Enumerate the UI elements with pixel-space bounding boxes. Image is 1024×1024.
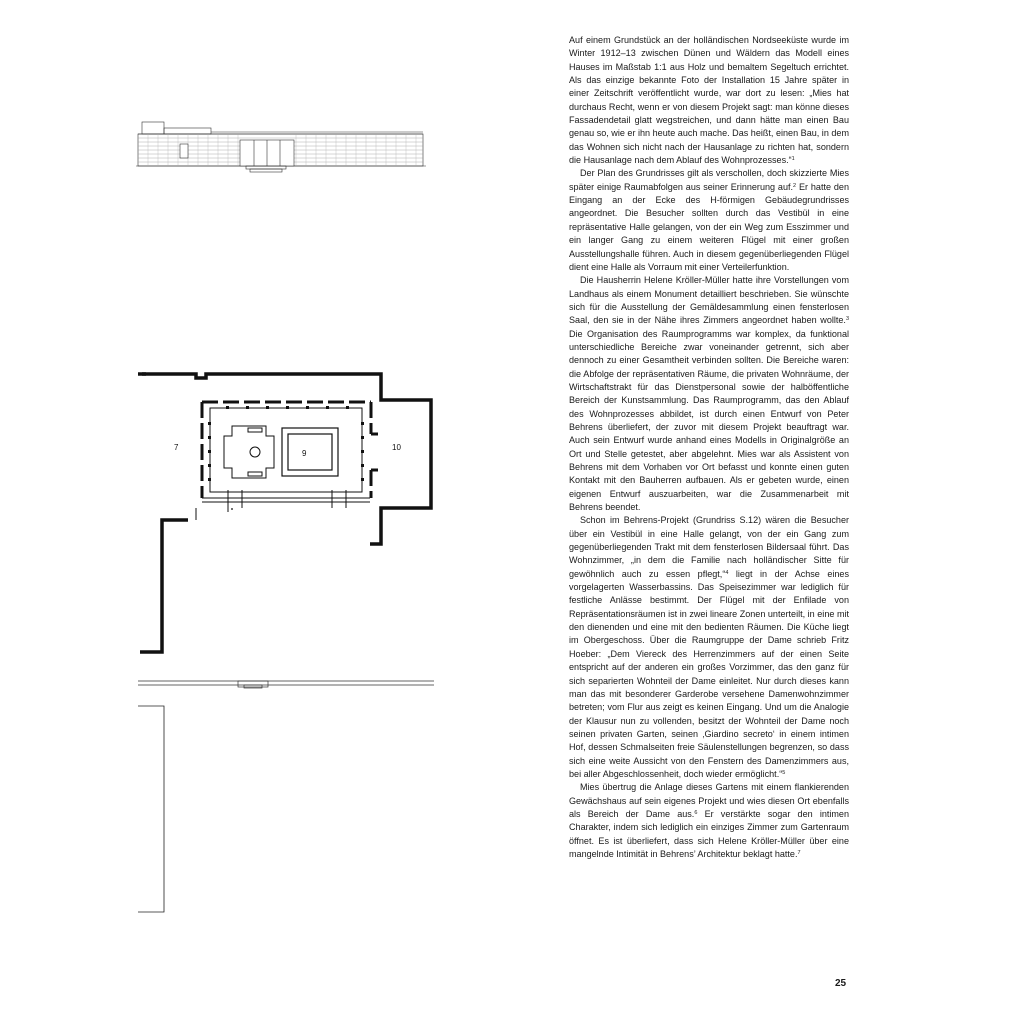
footnote-ref-3: 3 bbox=[845, 316, 849, 323]
paragraph-2 bbox=[569, 167, 849, 274]
paragraph-4-text: Schon im Behrens-Projekt (Grundriss S.12) wären die Besucher über ein Vestibül in eine Halle gelangt, von der ein Gang zum gegenüberliegenden Trakt mit dem fensterlosen Bildersaal führt. Das Wohnzimmer, „in dem die Familie nach holländischer Sitte für gewöhnlich auch zu essen pflegt,“ bbox=[569, 515, 849, 579]
footnote-ref-6: 6 bbox=[694, 809, 698, 816]
paragraph-4-text-after: liegt in der Achse eines vorgelagerten Wasserbassins. Das Speisezimmer war lediglich für festliche Anlässe bestimmt. Der Flügel mit der Enfilade von Repräsentationsräumen ist in zwei lineare Zonen unterteilt, in eine mit den dienenden und eine mit den bedienten Räumen. Die Küche liegt im Obergeschoss. Über die Raumgruppe der Dame schrieb Fritz Hoeber: „Dem Viereck des Herrenzimmers auf der einen Seite entspricht auf der anderen ein großes Vorzimmer, das den ganz für sich separierten Wohnteil der Dame einleitet. Nur durch dieses kann man das mit besonderer Garderobe versehene Damenwohnzimmer betreten; vom Flur aus zeigt es keinen Eingang. Und um die Analogie der Klausur nun zu vollenden, besitzt der Wohnteil der Dame noch seinen privaten Garten, seinen ‚Giardino secreto‘ in einem intimen Hof, dessen Schmalseiten freie Säulenstellungen begrenzen, so dass sich eine weite Aussicht von den Fenstern des Damenzimmers aus, bei aller Abgeschlossenheit, doch wieder ermöglicht.“ bbox=[569, 568, 849, 779]
plan-label-room-7: 7 bbox=[174, 443, 179, 452]
paragraph-5-text: Mies übertrug die Anlage dieses Gartens mit einem flankierenden Gewächshaus auf sein eigenes Projekt und wies diesen Ort ebenfalls als Bereich der Dame aus. bbox=[569, 782, 849, 819]
paragraph-2-text-after: Er hatte den Eingang an der Ecke des H-förmigen Gebäudegrundrisses angeordnet. Die Besucher sollten durch das Vestibül in eine repräsentative Halle gelangen, von der ein Weg zum Esszimmer und ein langer Gang zu einem weiteren Flügel mit einer großen Ausstellungshalle führen. Auch in diesem gegenüberliegenden Flügel dient eine Halle als Vorraum mit einer Verteilerfunktion. bbox=[569, 181, 849, 272]
footnote-ref-7: 7 bbox=[797, 849, 801, 856]
paragraph-2-text: Der Plan des Grundrisses gilt als verschollen, doch skizzierte Mies später einige Raumabfolgen aus seiner Erinnerung auf. bbox=[569, 168, 849, 192]
section-drawing bbox=[136, 675, 436, 697]
footnote-ref-1: 1 bbox=[791, 156, 795, 163]
paragraph-3-text-after: Die Organisation des Raumprogramms war komplex, da funktional unterschiedliche Bereiche zwar voneinander getrennt, sich aber dennoch zu einer Gesamtheit verbinden sollten. Die Bereiche waren: die Abfolge der repräsentativen Räume, die privaten Wohnräume, der Wirtschaftstrakt für das Dienstpersonal sowie der halböffentliche Bereich der Kunstsammlung. Das Raumprogramm, das den Ablauf des Wohnprozesses abbildet, ist durch einen Entwurf von Peter Behrens überliefert, der zuvor mit diesem Projekt beauftragt war. Auch sein Entwurf wurde anhand eines Modells in Originalgröße an Ort und Stelle getestet, aber abgelehnt. Mies war als Assistent von Behrens mit dem Vorhaben vor Ort befasst und konnte einen guten Kontakt mit den Bauherren aufbauen. Als er gebeten wurde, einen eigenen Entwurf auszuarbeiten, war die Zusammenarbeit mit Behrens beendet. bbox=[569, 328, 849, 513]
footnote-ref-2: 2 bbox=[793, 182, 797, 189]
paragraph-1 bbox=[569, 34, 849, 167]
paragraph-5 bbox=[569, 781, 849, 861]
paragraph-3-text: Die Hausherrin Helene Kröller-Müller hatte ihre Vorstellungen vom Landhaus als einem Monument detailliert beschrieben. Sie wünschte sich für die Ausstellung der Gemäldesammlung einen fensterlosen Saal, den sie in der Nähe ihres Zimmers angeordnet haben wollte. bbox=[569, 275, 849, 326]
paragraph-1-text: Auf einem Grundstück an der holländischen Nordseeküste wurde im Winter 1912–13 zwischen Dünen und Wäldern das Modell eines Hauses im Maßstab 1:1 aus Holz und bemaltem Segeltuch errichtet. Als das einzige bekannte Foto der Installation 15 Jahre später in einer Zeitschrift veröffentlicht wurde, war dort zu lesen: „Mies hat durchaus Recht, wenn er von diesem Projekt sagt: man könne dieses Fassadendetail glatt wegstreichen, und dann hätte man einen Bau genau so, wie er ihn heute auch mache. Das heißt, einen Bau, in dem das Wohnen sich nicht nach der Hausanlage zu richten hat, sondern die Hausanlage nach dem Ablauf des Wohnprozesses.“ bbox=[569, 35, 849, 166]
paragraph-3 bbox=[569, 274, 849, 514]
paragraph-5-text-after: Er verstärkte sogar den intimen Charakter, indem sich lediglich ein einziges Zimmer zum Gartenraum öffnet. Es ist überliefert, dass sich Helene Kröller-Müller über eine mangelnde Intimität in Behrens’ Architektur beklagt hatte. bbox=[569, 808, 849, 859]
floor-plan-drawing bbox=[136, 362, 436, 662]
paragraph-4 bbox=[569, 514, 849, 781]
footnote-ref-4: 4 bbox=[725, 569, 729, 576]
plan-outline-drawing bbox=[136, 704, 176, 914]
plan-label-room-9: 9 bbox=[302, 449, 307, 458]
plan-label-room-10: 10 bbox=[392, 443, 401, 452]
footnote-ref-5: 5 bbox=[782, 769, 786, 776]
elevation-drawing bbox=[136, 118, 426, 174]
body-text-column bbox=[569, 34, 849, 861]
page-number: 25 bbox=[835, 978, 847, 989]
